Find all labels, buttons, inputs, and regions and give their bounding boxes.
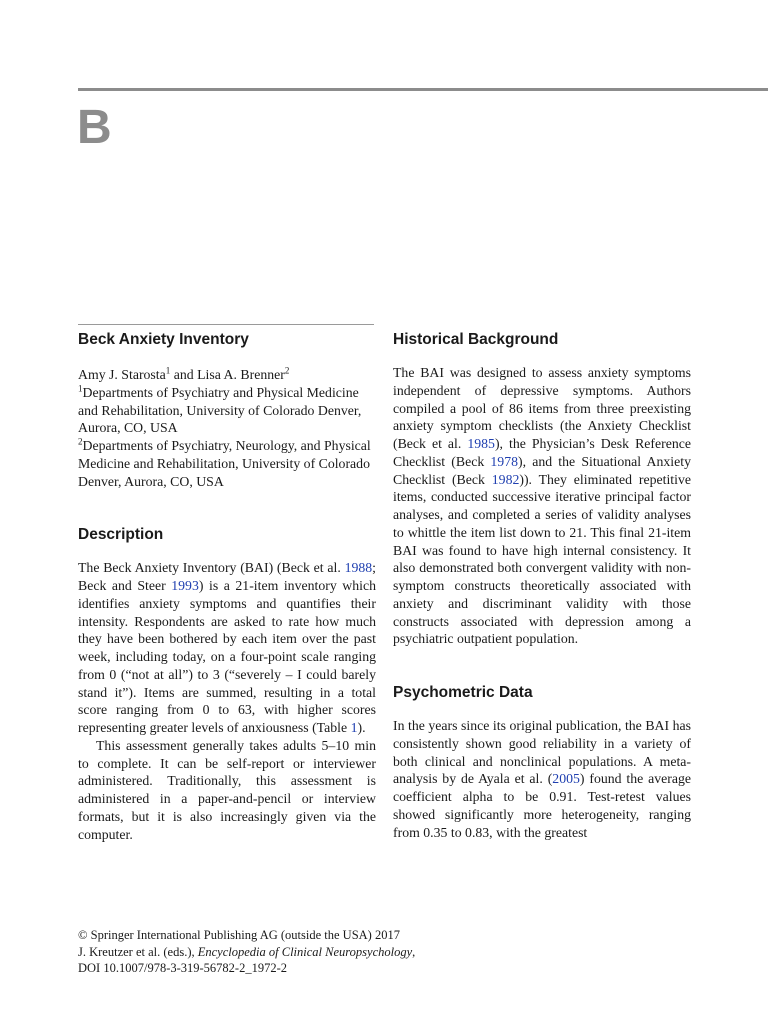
top-rule bbox=[78, 88, 768, 91]
affiliation-marker: 2 bbox=[78, 436, 83, 447]
right-column bbox=[393, 328, 691, 841]
affiliation-text: Departments of Psychiatry and Physical Medicine and Rehabilitation, University of Colorado Denver, Aurora, CO, USA bbox=[78, 384, 362, 436]
historical-paragraph bbox=[393, 364, 691, 648]
author-affil-marker: 1 bbox=[165, 365, 171, 376]
citation-link[interactable]: 1993 bbox=[171, 578, 199, 593]
text-run: In the years since its original publication, the BAI has consistently shown good reliability in a variety of both clinical and nonclinical populations. A meta-analysis by de Ayala et al. ( bbox=[393, 718, 691, 787]
book-title: Encyclopedia of Clinical Neuropsychology bbox=[197, 944, 413, 959]
author-affil-marker: 2 bbox=[284, 365, 290, 376]
description-paragraph bbox=[78, 559, 376, 737]
citation-link[interactable]: 1982 bbox=[491, 471, 520, 487]
column-rule bbox=[78, 324, 374, 325]
text-run: ) is a 21-item inventory which identifies anxiety symptoms and quantifies their intensity. Respondents are asked to rate how much they have been bothered by each item over the past week, including today, on a four-point scale ranging from 0 (“not at all”) to 3 (“severely – I could barely stand it”). Items are summed, resulting in a total score ranging from 0 to 63, with higher scores representing greater levels of anxiousness (Table bbox=[78, 578, 376, 735]
text-run: ; Beck and Steer bbox=[78, 560, 376, 593]
author-conjunction: and bbox=[170, 367, 198, 382]
text-run: , bbox=[412, 944, 416, 959]
left-column bbox=[78, 328, 376, 843]
description-heading: Description bbox=[78, 526, 164, 544]
psychometric-heading: Psychometric Data bbox=[393, 684, 533, 701]
affiliation bbox=[78, 437, 376, 490]
text-run: ), the Physician’s Desk Reference Checklist (Beck bbox=[393, 436, 691, 469]
text-run: ). bbox=[357, 720, 366, 735]
text-run: ) found the average coefficient alpha to be 0.91. Test-retest values showed significantly more heterogeneity, ranging from 0.35 to 0.83, with the greatest bbox=[393, 771, 691, 840]
copyright-footer bbox=[78, 927, 578, 977]
author-name: Lisa A. Brenner bbox=[197, 367, 285, 382]
section-letter: B bbox=[77, 101, 112, 154]
text-run: )). They eliminated repetitive items, conducted successive iterative principal factor analyses, and completed a series of validity analyses to whittle the item list down to 21. This final 21-item BAI was found to have high internal consistency. It also demonstrated both convergent validity with non-symptom constructs theoretically associated with anxiety and discriminant validity with those constructs associated with depression among a psychiatric outpatient population. bbox=[393, 471, 691, 647]
text-run: The BAI was designed to assess anxiety symptoms independent of depressive symptoms. Authors compiled a pool of 86 items from three preexisting anxiety symptom checklists (the Anxiety Checklist (Beck et al. bbox=[393, 365, 691, 451]
text-run: J. Kreutzer et al. (eds.), bbox=[78, 944, 198, 959]
text-run: ), and the Situational Anxiety Checklist (Beck bbox=[393, 453, 691, 487]
citation-link[interactable]: 1988 bbox=[344, 560, 373, 576]
citation-link[interactable]: 2005 bbox=[552, 771, 580, 787]
citation-link[interactable]: 1978 bbox=[490, 453, 518, 469]
affiliation-text: Departments of Psychiatry, Neurology, and Physical Medicine and Rehabilitation, University of Colorado Denver, Aurora, CO, USA bbox=[78, 438, 371, 489]
doi-line: DOI 10.1007/978-3-319-56782-2_1972-2 bbox=[78, 961, 288, 975]
text-run: The Beck Anxiety Inventory (BAI) (Beck et al. bbox=[78, 560, 345, 576]
description-paragraph-2: This assessment generally takes adults 5–10 min to complete. It can be self-report or interviewer administered. Traditionally, this assessment is administered in a paper-and-pencil or interview formats, but it is also increasingly given via the computer. bbox=[78, 737, 376, 842]
affiliation-marker: 1 bbox=[78, 383, 83, 394]
author-line bbox=[78, 366, 376, 384]
citation-line bbox=[78, 944, 578, 961]
psychometric-paragraph bbox=[393, 717, 691, 841]
author-name: Amy J. Starosta bbox=[78, 367, 166, 382]
historical-heading: Historical Background bbox=[393, 331, 559, 348]
copyright-line: © Springer International Publishing AG (outside the USA) 2017 bbox=[78, 928, 400, 942]
citation-link[interactable]: 1985 bbox=[467, 436, 495, 451]
affiliation bbox=[78, 384, 376, 437]
table-link[interactable]: 1 bbox=[350, 720, 358, 735]
article-title: Beck Anxiety Inventory bbox=[78, 331, 249, 348]
